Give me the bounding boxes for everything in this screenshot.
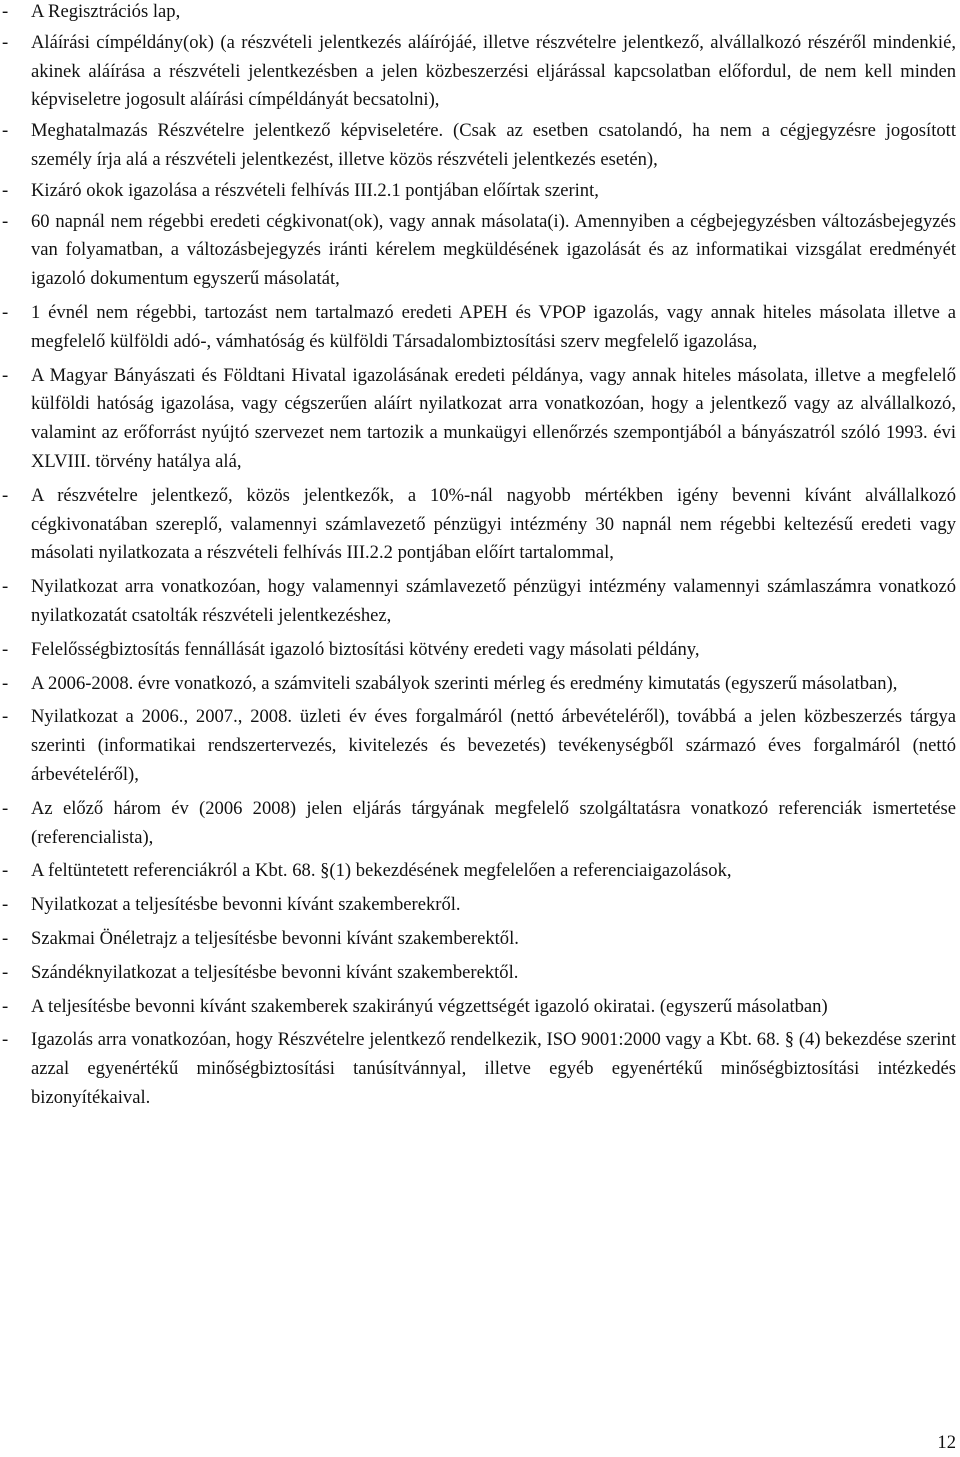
bullet-dash: - (2, 797, 9, 819)
bullet-dash: - (2, 31, 9, 53)
list-item (0, 959, 956, 988)
list-item-text: A 2006-2008. évre vonatkozó, a számviteli szabályok szerinti mérleg és eredmény kimutatás (egyszerű másolatban), (31, 672, 898, 694)
list-item (0, 208, 956, 294)
list-item-text: Aláírási címpéldány(ok) (a részvételi jelentkezés aláírójáé, illetve részvételre jelentkező, alvállalkozó részéről mindenkié, akinek aláírása a részvételi jelentkezésben a jelen közbeszerzési eljárással kapcsolatban előfordul, de nem kell minden képviseletre jogosult aláírási címpéldányát becsatolni), (31, 31, 956, 111)
bullet-dash: - (2, 484, 9, 506)
list-item-text: Felelősségbiztosítás fennállását igazoló biztosítási kötvény eredeti vagy másolati példány, (31, 638, 700, 660)
list-item-text: Nyilatkozat arra vonatkozóan, hogy valamennyi számlavezető pénzügyi intézmény valamennyi számlaszámra vonatkozó nyilatkozatát csatolták részvételi jelentkezéshez, (31, 576, 956, 626)
bullet-dash: - (2, 1029, 9, 1051)
bullet-dash: - (2, 638, 9, 660)
list-item-text: A feltüntetett referenciákról a Kbt. 68. §(1) bekezdésének megfelelően a referenciaigazolások, (31, 860, 732, 882)
bullet-dash: - (2, 927, 9, 949)
bullet-dash: - (2, 576, 9, 598)
list-item (0, 362, 956, 477)
list-item (0, 703, 956, 789)
list-item (0, 299, 956, 357)
bullet-dash: - (2, 860, 9, 882)
list-item-text: Meghatalmazás Részvételre jelentkező képviseletére. (Csak az esetben csatolandó, ha nem a cégjegyzésre jogosított személy írja alá a részvételi jelentkezést, illetve közös részvételi jelentkezés esetén), (31, 120, 956, 170)
list-item (0, 857, 956, 886)
list-item-text: A Magyar Bányászati és Földtani Hivatal igazolásának eredeti példánya, vagy annak hiteles másolata, illetve a megfelelő külföldi hatóság igazolása, vagy cégszerűen aláírt nyilatkozat arra vonatkozóan, hogy a jelentkező vagy az alvállalkozó, valamint az erőforrást nyújtó szervezet nem tartozik a munkaügyi ellenőrzés szempontjából a bányászatról szóló 1993. évi XLVIII. törvény hatálya alá, (31, 364, 956, 472)
list-item (0, 573, 956, 631)
list-item (0, 636, 956, 665)
page-number: 12 (937, 1432, 956, 1453)
list-item (0, 29, 956, 115)
list-item-text: Az előző három év (2006 2008) jelen eljárás tárgyának megfelelő szolgáltatásra vonatkozó referenciák ismertetése (referencialista), (31, 797, 956, 848)
list-item (0, 117, 956, 175)
bullet-dash: - (2, 301, 9, 323)
list-item-text: 1 évnél nem régebbi, tartozást nem tartalmazó eredeti APEH és VPOP igazolás, vagy annak hiteles másolata illetve a megfelelő külföldi adó-, vámhatóság és külföldi Társadalombiztosítási szerv megfelelő igazolása, (31, 301, 956, 352)
list-item-text: Szakmai Önéletrajz a teljesítésbe bevonni kívánt szakemberektől. (31, 927, 519, 949)
list-item (0, 177, 956, 206)
bullet-dash: - (2, 364, 9, 386)
bullet-dash: - (2, 1, 9, 22)
list-item-text: A Regisztrációs lap, (31, 1, 181, 22)
bullet-dash: - (2, 120, 9, 142)
list-item (0, 891, 956, 920)
list-item-text: Kizáró okok igazolása a részvételi felhívás III.2.1 pontjában előírtak szerint, (31, 179, 599, 201)
list-item-text: Nyilatkozat a 2006., 2007., 2008. üzleti év éves forgalmáról (nettó árbevételéről), továbbá a jelen közbeszerzés tárgya szerinti (informatikai rendszertervezés, kivitelezés és bevezetés) tevékenységből származó éves forgalmáról (nettó árbevételéről), (31, 706, 956, 785)
bullet-dash: - (2, 706, 9, 728)
list-item-text: 60 napnál nem régebbi eredeti cégkivonat(ok), vagy annak másolata(i). Amennyiben a cégbejegyzésben változásbejegyzés van folyamatban, a változásbejegyzés iránti kérelem megküldésének igazolását és az informatikai vizsgálat eredményét igazoló dokumentum egyszerű másolatát, (31, 210, 956, 290)
list-item-text: Szándéknyilatkozat a teljesítésbe bevonni kívánt szakemberektől. (31, 961, 519, 983)
bullet-dash: - (2, 995, 9, 1017)
list-item (0, 0, 956, 27)
list-item (0, 670, 956, 699)
list-item-text: Nyilatkozat a teljesítésbe bevonni kívánt szakemberekről. (31, 894, 461, 916)
bullet-dash: - (2, 961, 9, 983)
bullet-dash: - (2, 179, 9, 201)
bullet-dash: - (2, 210, 9, 232)
list-item-text: A teljesítésbe bevonni kívánt szakemberek szakirányú végzettségét igazoló okiratai. (egyszerű másolatban) (31, 995, 828, 1017)
bullet-dash: - (2, 672, 9, 694)
bullet-dash: - (2, 894, 9, 916)
list-item (0, 993, 956, 1022)
list-item (0, 795, 956, 853)
list-item (0, 925, 956, 954)
list-item-text: A részvételre jelentkező, közös jelentkezők, a 10%-nál nagyobb mértékben igény bevenni kívánt alvállalkozó cégkivonatában szereplő, valamennyi számlavezető pénzügyi intézmény 30 napnál nem régebbi keltezésű eredeti vagy másolati nyilatkozata a részvételi felhívás III.2.2 pontjában előírt tartalommal, (31, 484, 956, 564)
list-item (0, 482, 956, 568)
list-item-text: Igazolás arra vonatkozóan, hogy Részvételre jelentkező rendelkezik, ISO 9001:2000 vagy a Kbt. 68. § (4) bekezdése szerint azzal egyenértékű minőségbiztosítási tanúsítvánnyal, illetve egyéb egyenértékű minőségbiztosítási intézkedés bizonyítékaival. (31, 1029, 956, 1108)
list-item (0, 1026, 956, 1112)
